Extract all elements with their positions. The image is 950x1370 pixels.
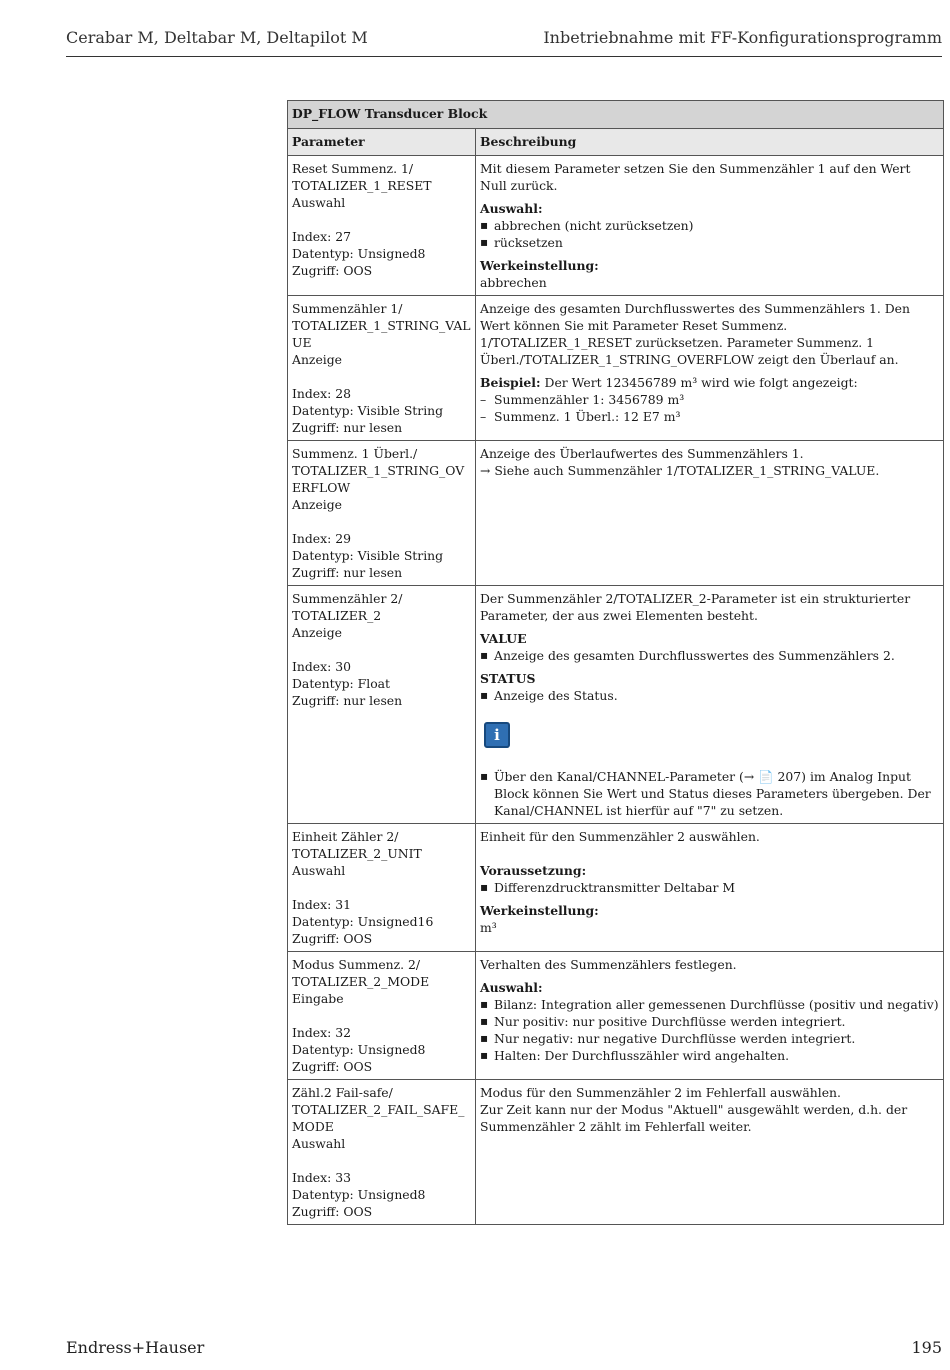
example-label: Beispiel: [480, 375, 541, 390]
parameter-cell [288, 1080, 476, 1225]
list-item: – Summenz. 1 Überl.: 12 E7 m³ [480, 408, 939, 425]
list-item: ▪ Halten: Der Durchflusszähler wird angehalten. [480, 1047, 939, 1064]
parameter-name: Summenzähler 1/ [292, 301, 403, 316]
parameter-datatype: Datentyp: Visible String [292, 403, 444, 418]
table-row [288, 952, 944, 1080]
description-cell [476, 586, 944, 824]
parameter-access: Zugriff: OOS [292, 1204, 373, 1219]
parameter-cell [288, 824, 476, 952]
transducer-block-table [287, 100, 944, 1225]
list-item: ▪ Anzeige des Status. [480, 687, 939, 704]
parameter-cell [288, 441, 476, 586]
description-cell [476, 296, 944, 441]
parameter-datatype: Datentyp: Unsigned8 [292, 246, 426, 261]
description-cell [476, 156, 944, 296]
header-chapter-title: Inbetriebnahme mit FF-Konfigurationsprogramm [543, 28, 942, 47]
parameter-id: TOTALIZER_1_STRING_VALUE [292, 318, 471, 350]
parameter-index: Index: 31 [292, 897, 352, 912]
description-text: Verhalten des Summenzählers festlegen. [480, 957, 737, 972]
description-text: Modus für den Summenzähler 2 im Fehlerfall auswählen. [480, 1085, 841, 1100]
parameter-id: TOTALIZER_2_UNIT [292, 846, 422, 861]
header-product-title: Cerabar M, Deltabar M, Deltapilot M [66, 28, 368, 47]
parameter-id: TOTALIZER_2 [292, 608, 382, 623]
column-header-description: Beschreibung [476, 129, 944, 156]
parameter-type: Anzeige [292, 625, 343, 640]
default-value: abbrechen [480, 275, 547, 290]
note-text: ▪ Über den Kanal/CHANNEL-Parameter (→ 📄 207) im Analog Input Block können Sie Wert und Status dieses Parameters übergeben. Der Kanal/CHANNEL ist hierfür auf "7" zu setzen. [480, 768, 939, 819]
page-number: 195 [911, 1338, 942, 1357]
parameter-index: Index: 27 [292, 229, 352, 244]
list-item: ▪ Nur negativ: nur negative Durchflüsse werden integriert. [480, 1030, 939, 1047]
parameter-cell [288, 952, 476, 1080]
description-cell [476, 952, 944, 1080]
footer-brand: Endress+Hauser [66, 1338, 205, 1357]
parameter-id: TOTALIZER_2_FAIL_SAFE_MODE [292, 1102, 465, 1134]
value-label: VALUE [480, 631, 527, 646]
parameter-index: Index: 30 [292, 659, 352, 674]
description-cell [476, 441, 944, 586]
parameter-index: Index: 28 [292, 386, 352, 401]
parameter-datatype: Datentyp: Unsigned8 [292, 1042, 426, 1057]
parameter-cell [288, 156, 476, 296]
parameter-access: Zugriff: nur lesen [292, 420, 403, 435]
table-row [288, 586, 944, 824]
parameter-cell [288, 296, 476, 441]
parameter-name: Summenz. 1 Überl./ [292, 446, 418, 461]
parameter-id: TOTALIZER_1_RESET [292, 178, 432, 193]
parameter-type: Auswahl [292, 1136, 346, 1151]
table-row [288, 441, 944, 586]
selection-label: Auswahl: [480, 201, 543, 216]
table-row [288, 156, 944, 296]
parameter-datatype: Datentyp: Unsigned8 [292, 1187, 426, 1202]
cross-reference-link[interactable]: → Siehe auch Summenzähler 1/TOTALIZER_1_STRING_VALUE. [480, 463, 880, 478]
table-title: DP_FLOW Transducer Block [288, 101, 944, 129]
parameter-index: Index: 32 [292, 1025, 352, 1040]
list-item: ▪ Bilanz: Integration aller gemessenen Durchflüsse (positiv und negativ) [480, 996, 939, 1013]
description-text: Der Summenzähler 2/TOTALIZER_2-Parameter ist ein strukturierter Parameter, der aus zwei Elementen besteht. [480, 591, 911, 623]
table-row [288, 1080, 944, 1225]
example-text: Der Wert 123456789 m³ wird wie folgt angezeigt: [544, 375, 858, 390]
parameter-datatype: Datentyp: Unsigned16 [292, 914, 434, 929]
column-header-parameter: Parameter [288, 129, 476, 156]
list-item: ▪ Nur positiv: nur positive Durchflüsse werden integriert. [480, 1013, 939, 1030]
parameter-index: Index: 33 [292, 1170, 352, 1185]
parameter-cell [288, 586, 476, 824]
parameter-datatype: Datentyp: Float [292, 676, 391, 691]
table-row [288, 296, 944, 441]
parameter-access: Zugriff: OOS [292, 263, 373, 278]
parameter-access: Zugriff: OOS [292, 1059, 373, 1074]
selection-label: Auswahl: [480, 980, 543, 995]
default-value: m³ [480, 920, 497, 935]
parameter-type: Eingabe [292, 991, 344, 1006]
description-text: Zur Zeit kann nur der Modus "Aktuell" ausgewählt werden, d.h. der Summenzähler 2 zählt im Fehlerfall weiter. [480, 1102, 908, 1134]
list-item: – Summenzähler 1: 3456789 m³ [480, 391, 939, 408]
parameter-id: TOTALIZER_1_STRING_OVERFLOW [292, 463, 465, 495]
description-text: Einheit für den Summenzähler 2 auswählen. [480, 829, 760, 844]
description-cell [476, 824, 944, 952]
parameter-type: Auswahl [292, 195, 346, 210]
description-text: Mit diesem Parameter setzen Sie den Summenzähler 1 auf den Wert Null zurück. [480, 161, 911, 193]
parameter-index: Index: 29 [292, 531, 352, 546]
list-item: ▪ Anzeige des gesamten Durchflusswertes des Summenzählers 2. [480, 647, 939, 664]
parameter-name: Zähl.2 Fail-safe/ [292, 1085, 393, 1100]
parameter-access: Zugriff: OOS [292, 931, 373, 946]
status-label: STATUS [480, 671, 536, 686]
description-cell [476, 1080, 944, 1225]
info-icon: i [484, 722, 510, 748]
parameter-type: Anzeige [292, 497, 343, 512]
parameter-id: TOTALIZER_2_MODE [292, 974, 430, 989]
description-text: Anzeige des gesamten Durchflusswertes des Summenzählers 1. Den Wert können Sie mit Parameter Reset Summenz. 1/TOTALIZER_1_RESET zurücksetzen. Parameter Summenz. 1 Überl./TOTALIZER_1_STRING_OVERFLOW zeigt den Überlauf an. [480, 301, 910, 367]
parameter-name: Summenzähler 2/ [292, 591, 403, 606]
prerequisite-label: Voraussetzung: [480, 863, 587, 878]
list-item: ▪ rücksetzen [480, 234, 939, 251]
header-rule [66, 56, 942, 57]
default-label: Werkeinstellung: [480, 903, 599, 918]
parameter-type: Auswahl [292, 863, 346, 878]
parameter-type: Anzeige [292, 352, 343, 367]
description-text: Anzeige des Überlaufwertes des Summenzählers 1. [480, 446, 804, 461]
parameter-name: Einheit Zähler 2/ [292, 829, 399, 844]
parameter-name: Reset Summenz. 1/ [292, 161, 414, 176]
parameter-name: Modus Summenz. 2/ [292, 957, 421, 972]
default-label: Werkeinstellung: [480, 258, 599, 273]
list-item: ▪ Differenzdrucktransmitter Deltabar M [480, 879, 939, 896]
parameter-access: Zugriff: nur lesen [292, 565, 403, 580]
list-item: ▪ abbrechen (nicht zurücksetzen) [480, 217, 939, 234]
table-row [288, 824, 944, 952]
parameter-access: Zugriff: nur lesen [292, 693, 403, 708]
parameter-datatype: Datentyp: Visible String [292, 548, 444, 563]
